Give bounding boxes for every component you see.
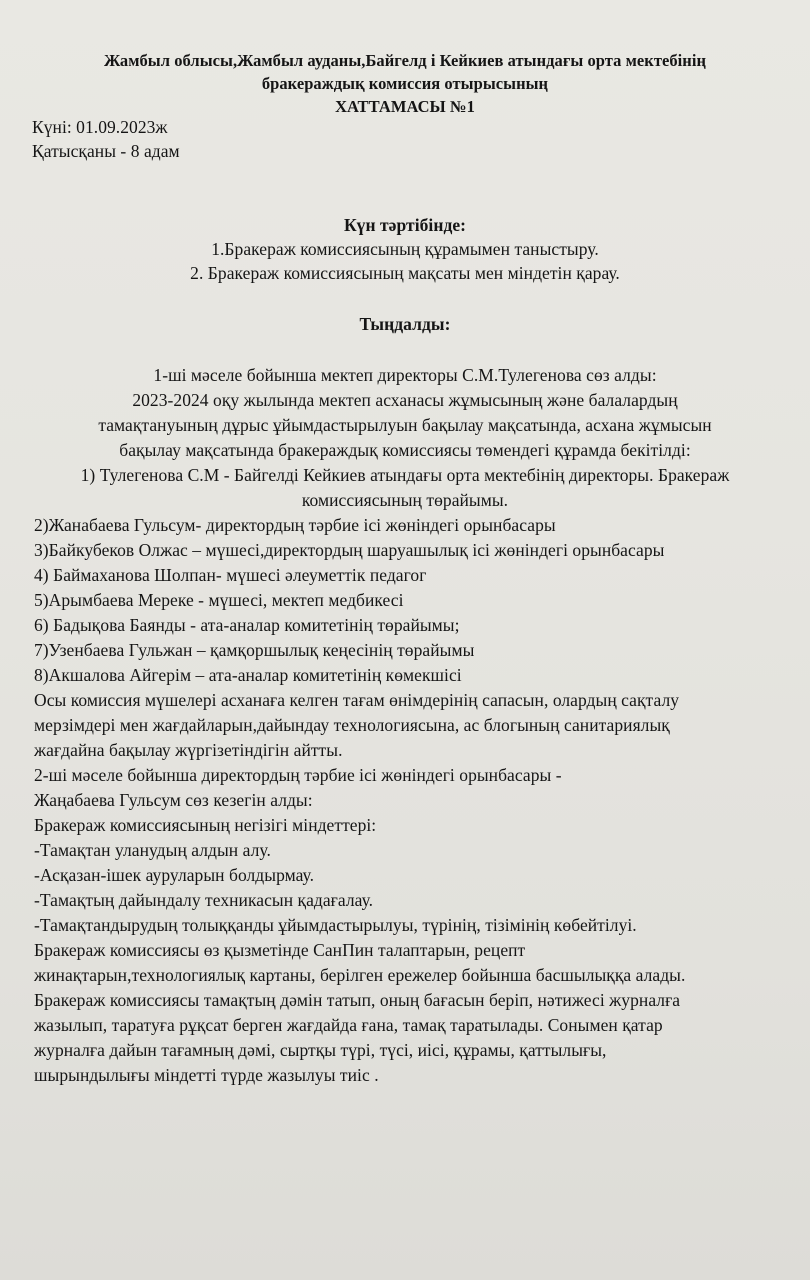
paragraph-line: -Тамақтандырудың толыққанды ұйымдастырылуы, түрінің, тізімінің көбейтілуі. xyxy=(34,915,637,935)
member-item: 8)Акшалова Айгерім – ата-аналар комитетінің көмекшісі xyxy=(34,665,462,685)
heard-title: Тыңдалды: xyxy=(359,314,451,334)
protocol-title: ХАТТАМАСЫ №1 xyxy=(335,97,475,116)
school-header-line: Жамбыл облысы,Жамбыл ауданы,Байгелд і Кейкиев атындағы орта мектебінің xyxy=(103,51,707,70)
member-item: 2)Жанабаева Гульсум- директордың тәрбие ісі жөніндегі орынбасары xyxy=(34,515,556,535)
body-line: тамақтануының дұрыс ұйымдастырылуын бақылау мақсатында, асхана жұмысын xyxy=(98,415,712,435)
paragraph-line: шырындылығы міндетті түрде жазылуы тиіс . xyxy=(34,1065,379,1085)
meeting-date: Күні: 01.09.2023ж xyxy=(32,117,168,137)
agenda-title: Күн тәртібінде: xyxy=(343,215,467,235)
member-chair: 1) Тулегенова С.М - Байгелді Кейкиев атындағы орта мектебінің директоры. Бракераж xyxy=(80,465,730,485)
paragraph-line: -Тамақтың дайындалу техникасын қадағалау. xyxy=(34,890,374,910)
paragraph-line: мерзімдері мен жағдайларын,дайындау технологиясына, ас блогының санитариялық xyxy=(34,715,670,735)
paragraph-line: Осы комиссия мүшелері асханаға келген тағам өнімдерінің сапасын, олардың сақталу xyxy=(34,690,680,710)
member-item: 7)Узенбаева Гульжан – қамқоршылық кеңесінің төрайымы xyxy=(34,640,475,660)
paragraph-line: жағдайна бақылау жүргізетіндігін айтты. xyxy=(34,740,343,760)
member-item: 3)Байкубеков Олжас – мүшесі,директордың шаруашылық ісі жөніндегі орынбасары xyxy=(34,540,665,560)
member-item: 5)Арымбаева Мереке - мүшесі, мектеп медбикесі xyxy=(34,590,404,610)
body-line: 1-ші мәселе бойынша мектеп директоры С.М.Тулегенова сөз алды: xyxy=(153,365,657,385)
paragraph-line: -Асқазан-ішек ауруларын болдырмау. xyxy=(34,865,315,885)
paragraph-line: журналға дайын тағамның дәмі, сыртқы түрі, түсі, иісі, құрамы, қаттылығы, xyxy=(34,1040,607,1060)
commission-header-line: бракераждық комиссия отырысының xyxy=(261,74,549,93)
agenda-item: 2. Бракераж комиссиясының мақсаты мен міндетін қарау. xyxy=(190,263,620,283)
attendance-count: Қатысқаны - 8 адам xyxy=(32,141,180,161)
paragraph-line: Бракераж комиссиясы өз қызметінде СанПин талаптарын, рецепт xyxy=(34,940,526,960)
body-line: бақылау мақсатында бракераждық комиссиясы төмендегі құрамда бекітілді: xyxy=(119,440,691,460)
paragraph-line: 2-ші мәселе бойынша директордың тәрбие ісі жөніндегі орынбасары - xyxy=(34,765,562,785)
paragraph-line: жазылып, таратуға рұқсат берген жағдайда ғана, тамақ таратылады. Сонымен қатар xyxy=(34,1015,663,1035)
paragraph-line: Бракераж комиссиясы тамақтың дәмін татып, оның бағасын беріп, нәтижесі журналға xyxy=(34,990,681,1010)
body-line: комиссиясының төрайымы. xyxy=(301,490,509,510)
agenda-item: 1.Бракераж комиссиясының құрамымен таныстыру. xyxy=(211,239,599,259)
body-line: 2023-2024 оқу жылында мектеп асханасы жұмысының және балалардың xyxy=(132,390,678,410)
paragraph-line: Жаңабаева Гульсум сөз кезегін алды: xyxy=(34,790,313,810)
paragraph-line: -Тамақтан уланудың алдын алу. xyxy=(34,840,271,860)
paragraph-line: жинақтарын,технологиялық картаны, берілген ережелер бойынша басшылыққа алады. xyxy=(34,965,686,985)
paragraph-line: Бракераж комиссиясының негізігі міндеттері: xyxy=(34,815,377,835)
member-item: 4) Баймаханова Шолпан- мүшесі әлеуметтік педагог xyxy=(34,565,427,585)
member-item: 6) Бадықова Баянды - ата-аналар комитетінің төрайымы; xyxy=(34,615,460,635)
